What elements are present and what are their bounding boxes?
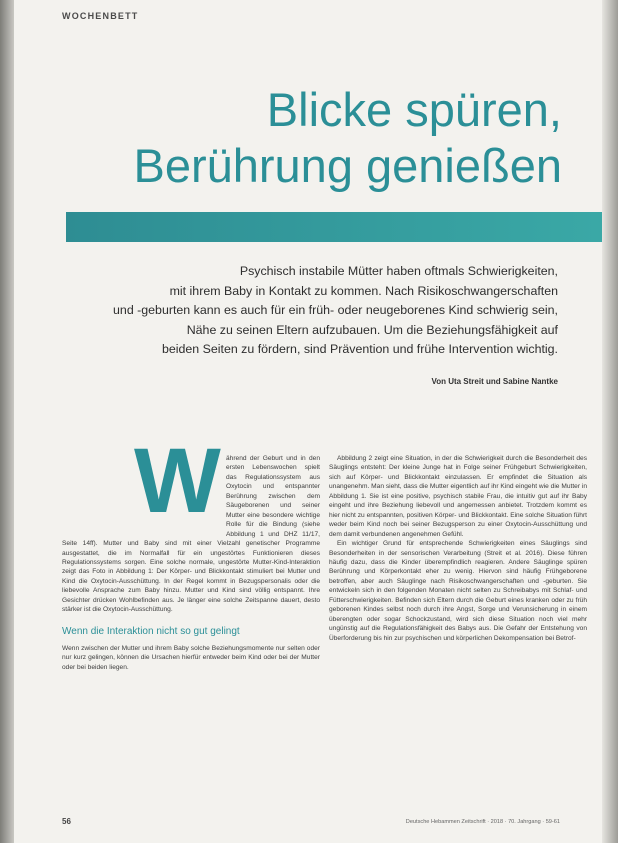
page-number: 56 <box>62 817 71 826</box>
teal-accent-bar <box>66 212 602 242</box>
title-line-1: Blicke spüren, <box>266 83 562 136</box>
article-title <box>133 82 562 194</box>
lead-line: Psychisch instabile Mütter haben oftmals Schwierigkeiten, <box>239 264 558 278</box>
lead-line: mit ihrem Baby in Kontakt zu kommen. Nach Risikoschwangerschaften <box>169 283 558 298</box>
byline: Von Uta Streit und Sabine Nantke <box>431 377 558 386</box>
left-column <box>62 430 320 672</box>
body-paragraph: Ein wichtiger Grund für entsprechende Schwierigkeiten eines Säuglings sind Besonderheiten in der sensorischen Verarbeitung (Streit et al. 2016). Diese führen häufig dazu, dass die Kinder überempfindlich reagieren. Andere Säuglinge spüren Berührung und Körperkontakt eher zu wenig. Hiervon sind häufig Frühgeborene betroffen, aber auch Säuglinge nach Risikoschwangerschaften und -geburten. Sie entwickeln sich in den folgenden Monaten nicht selten zu Schreibabys mit Schlaf- und Fütterschwierigkeiten. Befinden sich Eltern durch die Geburt eines kranken oder zu früh geborenen Kindes selbst noch durch ihre Angst, Sorge und Verunsicherung in einem überengten oder sogar Schockzustand, wird sich diese Situation noch viel mehr ungünstig auf die Regulationsfähigkeit des Babys aus. Die Gefahr der Entstehung von Überforderung bis hin zur psychischen und körperlichen Dekompensation bei Betrof- <box>329 540 587 642</box>
section-header: WOCHENBETT <box>62 11 139 21</box>
book-spine-shadow <box>0 0 14 843</box>
page-edge-shadow <box>602 0 618 843</box>
body-paragraph: Wenn zwischen der Mutter und ihrem Baby solche Beziehungsmomente nur selten oder nur kurz gelingen, können die Ursachen hierfür entweder beim Kind oder bei der Mutter oder bei beiden liegen. <box>62 644 320 671</box>
lead-line: und -geburten kann es auch für ein früh- oder neugeborenes Kind schwierig sein, <box>113 303 558 318</box>
right-column <box>329 454 587 643</box>
lead-line: Nähe zu seinen Eltern aufzubauen. Um die Beziehungsfähigkeit auf <box>186 322 558 337</box>
title-line-2: Berührung genießen <box>133 139 562 192</box>
body-paragraph: Abbildung 2 zeigt eine Situation, in der die Schwierigkeit durch die Besonderheit des Säuglings entsteht: Der kleine Junge hat in Folge seiner Frühgeburt Schwierigkeiten, sich auf Körper- und Blickkontakt einzulassen. Er empfindet die Situation als unangenehm. Man sieht, dass die Mutter eigentlich auf ihr Kind eingeht wie die Mutter in Abbildung 1. Sie ist eine positive, psychisch stabile Frau, die intuitiv gut auf ihr Baby eingeht und ihre Beziehung liebevoll und angemessen anbietet. Trotzdem kommt es hier nicht zu entspannten, positiven Körper- und Blickkontakt. Eine solche Situation führt weder beim Kind noch bei seiner Bezugsperson zu einer Oxytocin-Ausschüttung und dem damit verbundenen angenehmen Gefühl. <box>329 455 587 538</box>
lead-paragraph <box>78 262 558 360</box>
section-subheading: Wenn die Interaktion nicht so gut gelingt <box>62 625 240 637</box>
footer-citation: Deutsche Hebammen Zeitschrift · 2018 · 70. Jahrgang · 59-61 <box>405 819 560 825</box>
magazine-page <box>14 0 602 843</box>
dropcap-letter: W <box>134 430 221 532</box>
body-paragraph: ährend der Geburt und in den ersten Lebenswochen spielt das Regulationssystem aus Oxytocin und entspannter Berührung zwischen dem Säugeborenen und seiner Mutter eine besondere wichtige Rolle für die Bindung (siehe Abbildung 1 und DHZ 11/17, Seite 14ff). Mutter und Baby sind mit einer Vielzahl genetischer Programme ausgestattet, die im Normalfall für ein ungestörtes Funktionieren dieses Regulationssystems sorgen. Eine solche normale, ungestörte Mutter-Kind-Interaktion zeigt das Foto in Abbildung 1: Der Körper- und Blickkontakt stimuliert bei Mutter und Kind die Oxytocin-Ausschüttung. In der Regel kommt in Bezugspersonalis oder die liebevolle Ansprache zum Baby hinzu. Mutter und Kind sind völlig entspannt. Ihre Gesichter drücken Wohlbefinden aus. Je länger eine solche Zeitspanne dauert, desto stärker ist die Oxytocin-Ausschüttung. <box>62 455 320 614</box>
lead-line: beiden Seiten zu fördern, sind Prävention und frühe Intervention wichtig. <box>161 342 558 357</box>
